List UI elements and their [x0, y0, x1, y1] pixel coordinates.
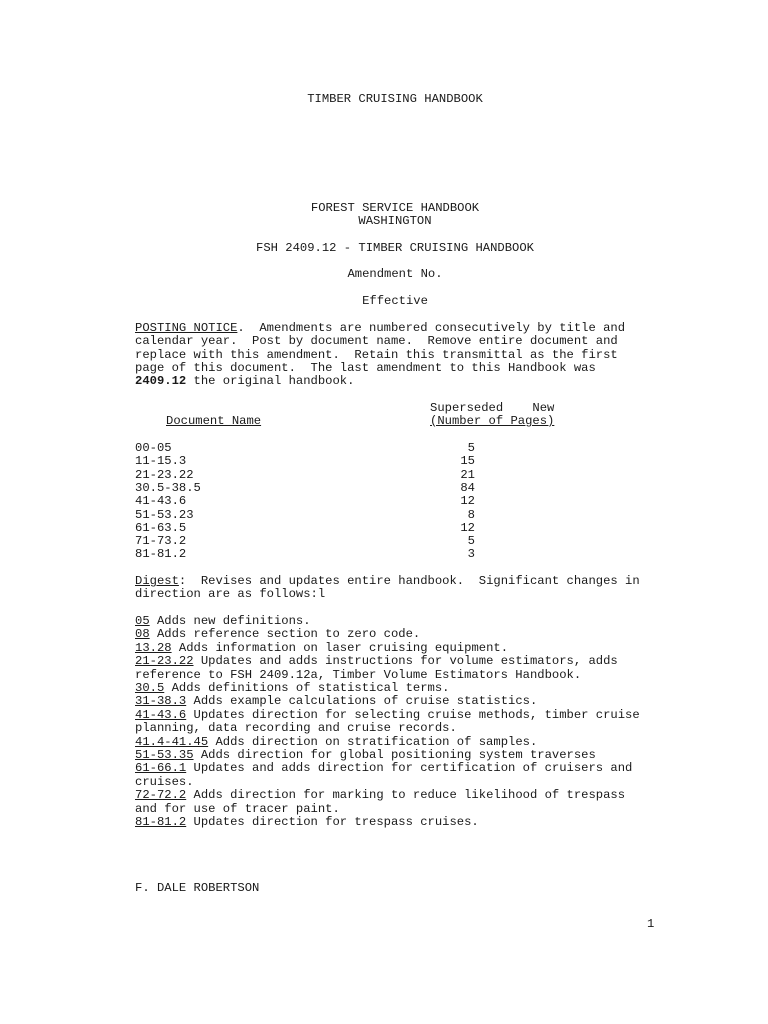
change-item-section-ref: 30.5 — [135, 681, 165, 695]
change-item-text: Adds example calculations of cruise statistics. — [186, 694, 538, 709]
change-item-continuation: cruises. — [135, 774, 194, 789]
change-item-text: Adds direction for marking to reduce likelihood of trespass — [186, 788, 626, 803]
amendment-number: Amendment No. — [347, 267, 443, 281]
change-item-section-ref: 51-53.35 — [135, 748, 194, 762]
change-item — [135, 736, 537, 749]
change-item — [135, 615, 311, 628]
change-item-section-ref: 13.28 — [135, 640, 172, 655]
change-item-section-ref: 08 — [135, 627, 150, 642]
change-item — [135, 709, 640, 722]
change-item-section-ref: 31-38.3 — [135, 694, 187, 709]
page-number: 1 — [647, 917, 655, 931]
running-title: TIMBER CRUISING HANDBOOK — [307, 92, 483, 106]
change-item-text: Updates and adds direction for certification of cruisers and — [186, 761, 633, 776]
table-row-document-name: 41-43.6 — [135, 494, 187, 509]
handbook-title: FSH 2409.12 - TIMBER CRUISING HANDBOOK — [256, 241, 534, 255]
change-item-section-ref: 41-43.6 — [135, 707, 187, 722]
handbook-number: 2409.12 — [135, 374, 187, 388]
change-item — [135, 682, 450, 695]
table-row-document-name: 81-81.2 — [135, 547, 187, 562]
change-item — [135, 762, 632, 775]
table-header-document-name: Document Name — [166, 414, 262, 428]
change-item — [135, 789, 625, 802]
table-row-page-count: 12 — [460, 494, 475, 509]
change-item-text: Adds direction on stratification of samples. — [208, 734, 538, 749]
change-item-text: Adds new definitions. — [149, 614, 311, 628]
table-row-page-count: 5 — [467, 534, 475, 549]
table-row-page-count: 84 — [460, 480, 475, 495]
posting-notice-line4: page of this document. The last amendment to this Handbook was — [135, 361, 596, 375]
table-row-page-count: 15 — [460, 454, 475, 469]
table-row-page-count: 8 — [467, 507, 475, 522]
posting-notice-line5: the original handbook. — [186, 374, 355, 388]
change-item — [135, 695, 537, 708]
title-line2: WASHINGTON — [358, 214, 432, 228]
table-header-top: Superseded New — [430, 401, 555, 415]
change-item-continuation: reference to FSH 2409.12a, Timber Volume Estimators Handbook. — [135, 667, 582, 682]
change-item-section-ref: 41.4-41.45 — [135, 734, 209, 749]
table-header-pages: (Number of Pages) — [430, 414, 555, 428]
change-item-text: Updates direction for selecting cruise methods, timber cruise — [186, 707, 640, 722]
digest-label: Digest — [135, 574, 179, 588]
change-item-section-ref: 05 — [135, 614, 150, 628]
table-row-document-name: 00-05 — [135, 441, 172, 455]
change-item-text: Updates and adds instructions for volume estimators, adds — [193, 654, 618, 669]
change-item — [135, 628, 420, 641]
change-item — [135, 816, 479, 829]
change-item-section-ref: 61-66.1 — [135, 761, 187, 776]
table-row-page-count: 12 — [460, 520, 475, 535]
change-item-section-ref: 21-23.22 — [135, 654, 194, 669]
change-item-text: Adds information on laser cruising equipment. — [171, 640, 509, 655]
posting-notice-line1: . Amendments are numbered consecutively by title and — [237, 321, 626, 335]
table-row-page-count: 5 — [467, 441, 475, 455]
posting-notice-label: POSTING NOTICE — [135, 321, 238, 335]
title-line1: FOREST SERVICE HANDBOOK — [310, 201, 480, 215]
posting-notice-line2: calendar year. Post by document name. Remove entire document and — [135, 334, 618, 348]
change-item-continuation: and for use of tracer paint. — [135, 801, 340, 816]
table-row-page-count: 21 — [460, 467, 475, 482]
table-row-document-name: 30.5-38.5 — [135, 480, 201, 495]
change-item-section-ref: 72-72.2 — [135, 788, 187, 803]
change-item-continuation: planning, data recording and cruise records. — [135, 721, 457, 736]
change-item-text: Adds direction for global positioning system traverses — [193, 748, 596, 762]
digest-line2: direction are as follows:l — [135, 587, 326, 601]
change-item — [135, 749, 596, 762]
change-item-text: Updates direction for trespass cruises. — [186, 815, 479, 829]
table-row-document-name: 21-23.22 — [135, 467, 194, 482]
table-row-document-name: 11-15.3 — [135, 454, 187, 469]
table-row-page-count: 3 — [467, 547, 475, 562]
table-row-document-name: 71-73.2 — [135, 534, 187, 549]
posting-notice-line3: replace with this amendment. Retain this transmittal as the first — [135, 348, 618, 362]
change-item — [135, 642, 508, 655]
signature: F. DALE ROBERTSON — [135, 881, 260, 895]
effective-date: Effective — [362, 294, 428, 308]
table-row-document-name: 51-53.23 — [135, 507, 194, 522]
digest-line1: : Revises and updates entire handbook. Significant changes in — [178, 574, 640, 588]
change-item — [135, 655, 618, 668]
table-row-document-name: 61-63.5 — [135, 520, 187, 535]
change-item-text: Adds definitions of statistical terms. — [164, 681, 450, 695]
change-item-section-ref: 81-81.2 — [135, 815, 187, 829]
change-item-text: Adds reference section to zero code. — [149, 627, 421, 642]
